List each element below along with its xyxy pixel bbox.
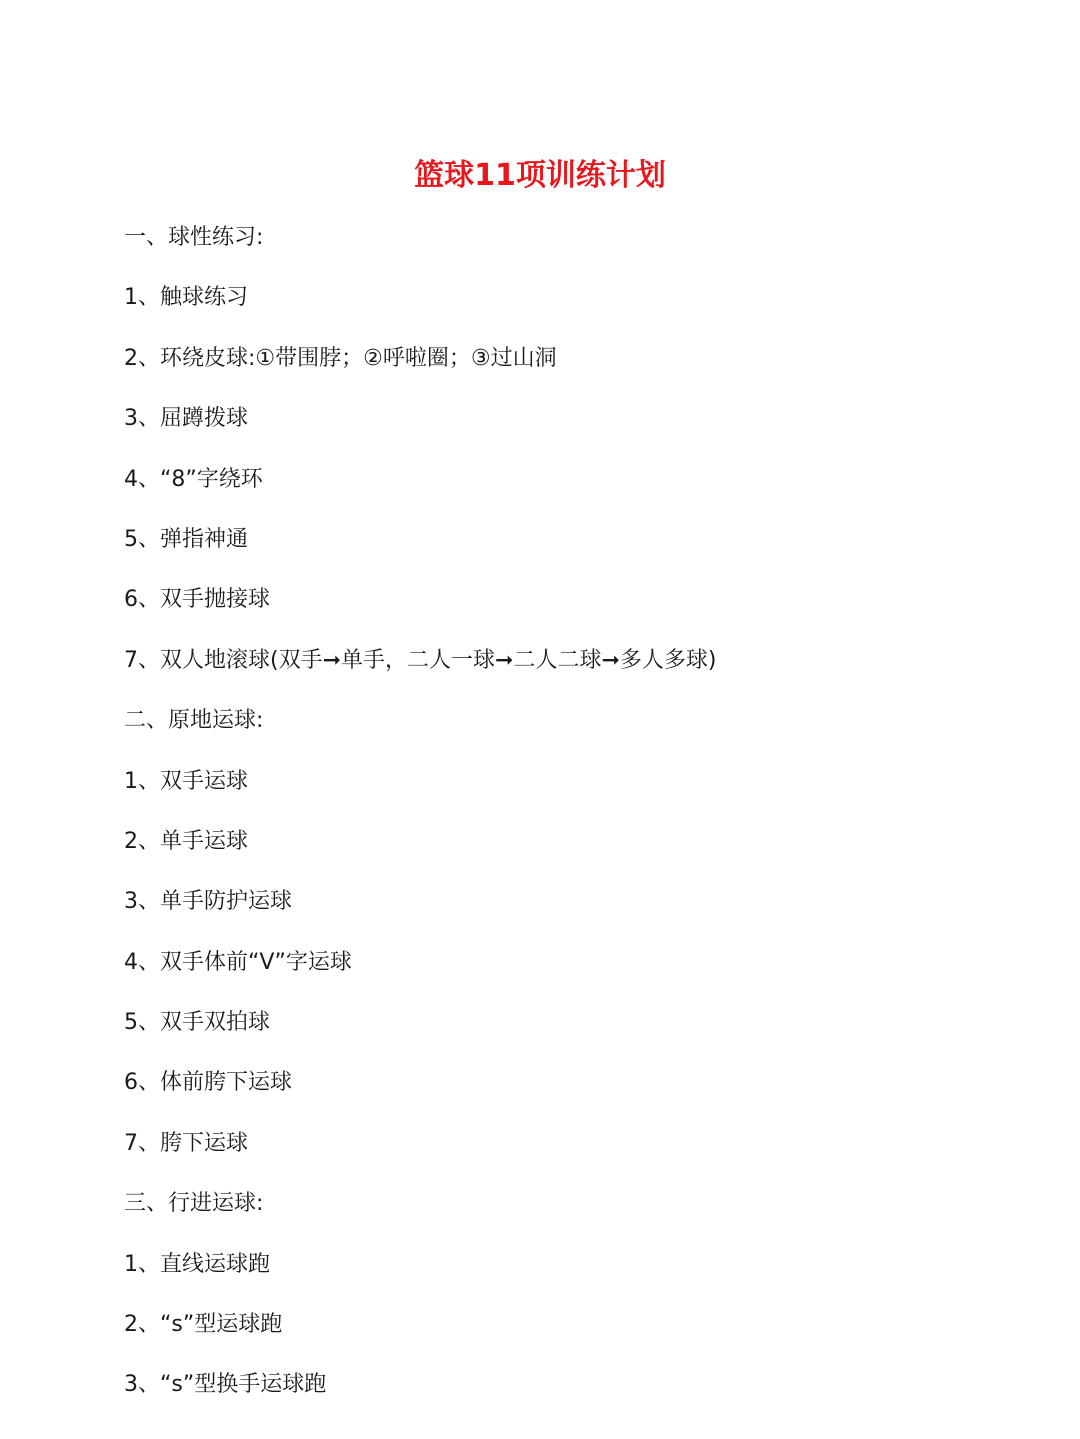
document-title: 篮球11项训练计划 xyxy=(414,158,666,193)
section-heading-ball-feel: 一、球性练习: xyxy=(124,225,264,250)
list-item: 2、“s”型运球跑 xyxy=(124,1312,283,1338)
list-item: 3、屈蹲拨球 xyxy=(124,406,248,432)
list-item: 7、双人地滚球(双手➞单手，二人一球➞二人二球➞多人多球) xyxy=(124,647,717,673)
section-heading-stationary-dribble: 二、原地运球: xyxy=(124,708,264,734)
list-item: 3、“s”型换手运球跑 xyxy=(124,1372,327,1398)
list-item: 4、“8”字绕环 xyxy=(124,466,263,492)
list-item: 5、双手双拍球 xyxy=(124,1010,270,1036)
list-item: 5、弹指神通 xyxy=(124,526,248,552)
list-item: 3、单手防护运球 xyxy=(124,889,292,915)
training-list xyxy=(124,222,1024,1430)
list-item: 2、环绕皮球:①带围脖；②呼啦圈；③过山洞 xyxy=(124,345,557,371)
list-item: 6、体前胯下运球 xyxy=(124,1070,292,1096)
list-item: 1、双手运球 xyxy=(124,768,248,794)
list-item: 1、触球练习 xyxy=(124,285,248,311)
list-item: 2、单手运球 xyxy=(124,828,248,854)
list-item: 7、胯下运球 xyxy=(124,1130,248,1156)
list-item: 1、直线运球跑 xyxy=(124,1251,270,1277)
list-item: 6、双手抛接球 xyxy=(124,587,270,613)
list-item: 4、双手体前“V”字运球 xyxy=(124,949,352,975)
section-heading-moving-dribble: 三、行进运球: xyxy=(124,1191,264,1217)
